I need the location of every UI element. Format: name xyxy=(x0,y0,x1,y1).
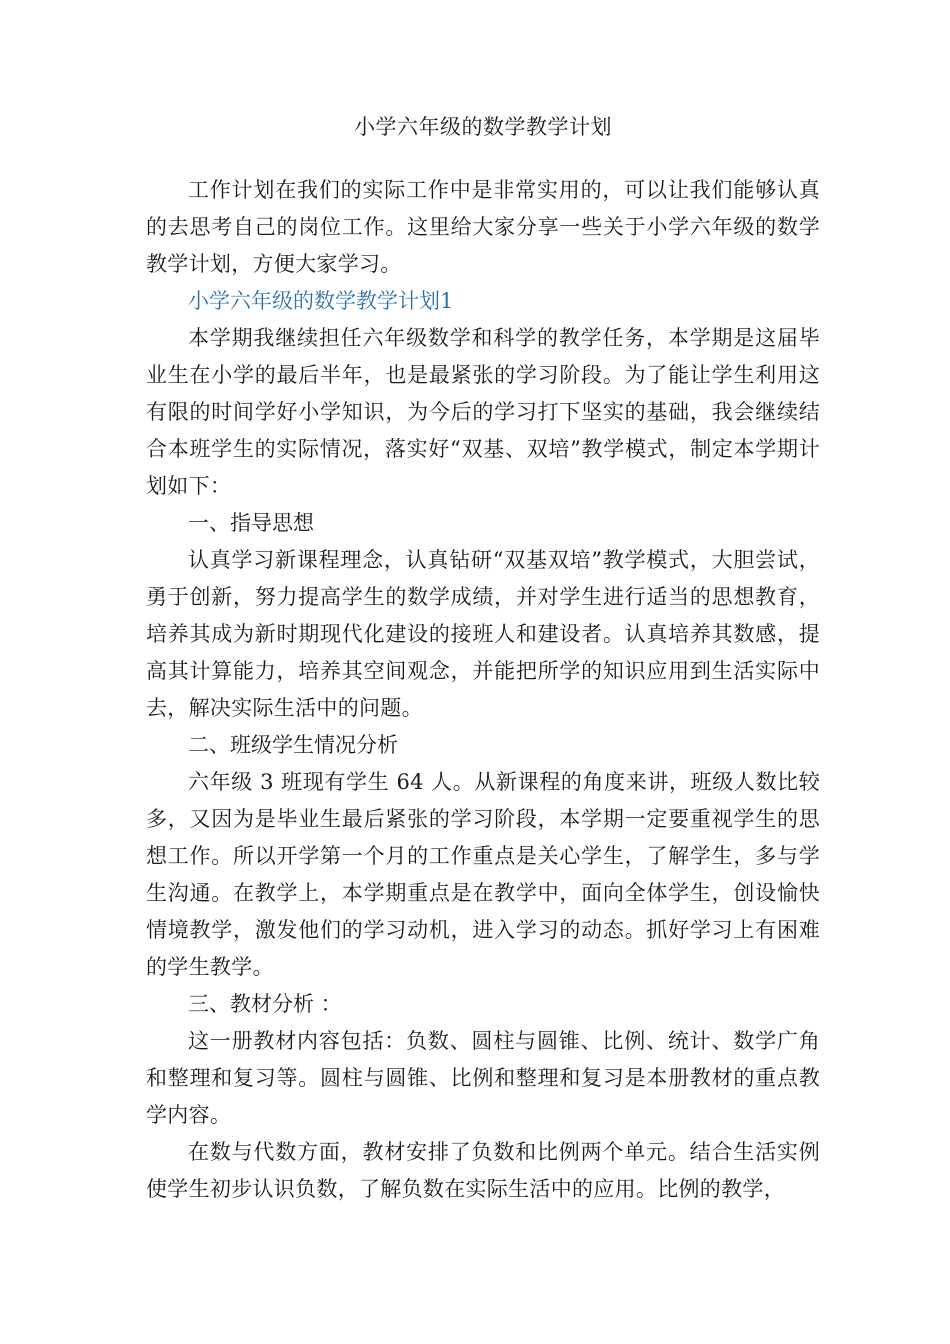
document-title: 小学六年级的数学教学计划 xyxy=(354,115,612,139)
document-body xyxy=(146,172,820,1208)
paragraph-5: 在数与代数方面，教材安排了负数和比例两个单元。结合生活实例使学生初步认识负数，了解负数在实际生活中的应用。比例的教学， xyxy=(146,1140,820,1201)
heading-textbook-analysis: 三、教材分析 ： xyxy=(188,992,342,1016)
intro-paragraph: 工作计划在我们的实际工作中是非常实用的，可以让我们能够认真的去思考自己的岗位工作。这里给大家分享一些关于小学六年级的数学教学计划，方便大家学习。 xyxy=(146,178,820,276)
section-title: 小学六年级的数学教学计划1 xyxy=(188,289,454,313)
paragraph-1: 本学期我继续担任六年级数学和科学的教学任务，本学期是这届毕业生在小学的最后半年，也是最紧张的学习阶段。为了能让学生利用这有限的时间学好小学知识，为今后的学习打下坚实的基础，我会继续结合本班学生的实际情况，落实好“双基、双培”教学模式，制定本学期计划如下： xyxy=(146,326,820,498)
heading-guiding-ideology: 一、指导思想 xyxy=(188,511,314,535)
heading-class-analysis: 二、班级学生情况分析 xyxy=(188,733,398,757)
paragraph-3: 六年级 3 班现有学生 64 人。从新课程的角度来讲，班级人数比较多，又因为是毕业生最后紧张的学习阶段，本学期一定要重视学生的思想工作。所以开学第一个月的工作重点是关心学生，了解学生，多与学生沟通。在教学上，本学期重点是在教学中，面向全体学生，创设愉快情境教学，激发他们的学习动机，进入学习的动态。抓好学习上有困难的学生教学。 xyxy=(146,770,820,979)
paragraph-4: 这一册教材内容包括：负数、圆柱与圆锥、比例、统计、数学广角和整理和复习等。圆柱与圆锥、比例和整理和复习是本册教材的重点教学内容。 xyxy=(146,1029,820,1127)
paragraph-2: 认真学习新课程理念，认真钻研“双基双培”教学模式，大胆尝试，勇于创新，努力提高学生的数学成绩，并对学生进行适当的思想教育，培养其成为新时期现代化建设的接班人和建设者。认真培养其数感，提高其计算能力，培养其空间观念，并能把所学的知识应用到生活实际中去，解决实际生活中的问题。 xyxy=(146,548,820,720)
